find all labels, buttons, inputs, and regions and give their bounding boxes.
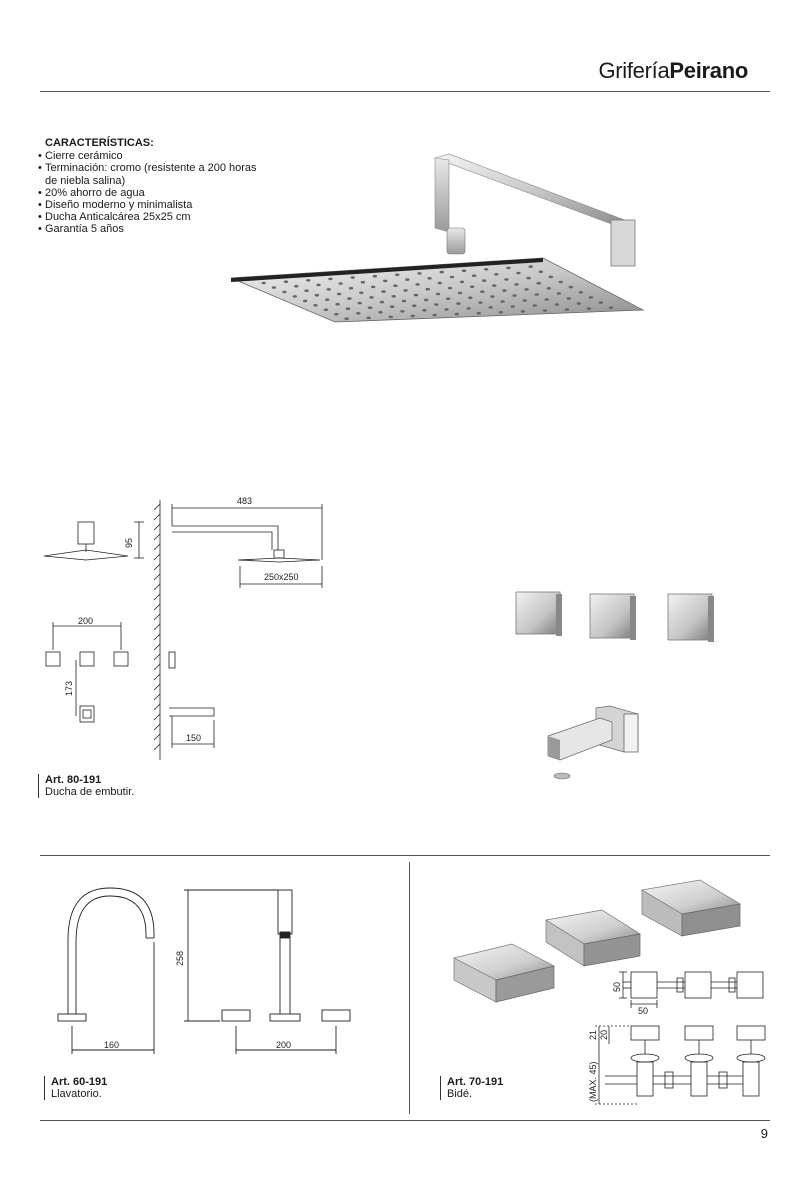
dim-160: 160 bbox=[104, 1040, 120, 1050]
dim-250x250: 250x250 bbox=[264, 572, 299, 582]
product-code: Art. 60-191 bbox=[51, 1076, 108, 1088]
dim-20: 20 bbox=[599, 1029, 609, 1040]
product-code: Art. 70-191 bbox=[447, 1076, 504, 1088]
rain-shower-head-image bbox=[225, 150, 650, 325]
spout-image bbox=[540, 700, 645, 785]
page-number: 9 bbox=[760, 1126, 768, 1141]
product-name: Ducha de embutir. bbox=[45, 786, 135, 798]
product-code: Art. 80-191 bbox=[45, 774, 102, 786]
product-label-60-191 bbox=[44, 1076, 107, 1100]
feature-item: • Cierre cerámico bbox=[38, 150, 258, 162]
bidet-technical-drawing bbox=[585, 960, 775, 1110]
dim-200-faucet: 200 bbox=[276, 1040, 292, 1050]
brand-bold: Peirano bbox=[669, 58, 748, 83]
feature-item: • 20% ahorro de agua bbox=[38, 187, 258, 199]
shower-technical-drawing bbox=[38, 490, 348, 770]
dim-max-45: (MAX. 45) bbox=[588, 1061, 598, 1102]
column-divider bbox=[409, 862, 410, 1114]
product-name: Llavatorio. bbox=[51, 1088, 102, 1100]
features-title: CARACTERÍSTICAS: bbox=[45, 137, 154, 149]
section-rule bbox=[40, 855, 770, 856]
brand-logo bbox=[598, 58, 748, 84]
feature-item: • Terminación: cromo (resistente a 200 horas de niebla salina) bbox=[38, 162, 258, 186]
dim-483: 483 bbox=[237, 496, 253, 506]
dim-21: 21 bbox=[588, 1029, 598, 1040]
dim-150: 150 bbox=[186, 733, 202, 743]
dim-258: 258 bbox=[175, 950, 185, 966]
dim-50-height: 50 bbox=[612, 981, 622, 992]
footer-rule bbox=[40, 1120, 770, 1121]
dim-200: 200 bbox=[78, 616, 94, 626]
product-name: Bidé. bbox=[447, 1088, 473, 1100]
feature-item: • Diseño moderno y minimalista bbox=[38, 199, 258, 211]
faucet-technical-drawing bbox=[44, 880, 364, 1065]
brand-light: Grifería bbox=[598, 58, 670, 83]
dim-173: 173 bbox=[64, 680, 74, 696]
feature-item: • Garantía 5 años bbox=[38, 223, 258, 235]
dim-95: 95 bbox=[124, 537, 134, 548]
feature-item: • Ducha Anticalcárea 25x25 cm bbox=[38, 211, 258, 223]
product-label-70-191 bbox=[440, 1076, 503, 1100]
dim-50-width: 50 bbox=[638, 1006, 649, 1016]
valve-handles-image bbox=[512, 588, 722, 648]
product-label-80-191 bbox=[38, 774, 134, 798]
header-rule bbox=[40, 91, 770, 92]
